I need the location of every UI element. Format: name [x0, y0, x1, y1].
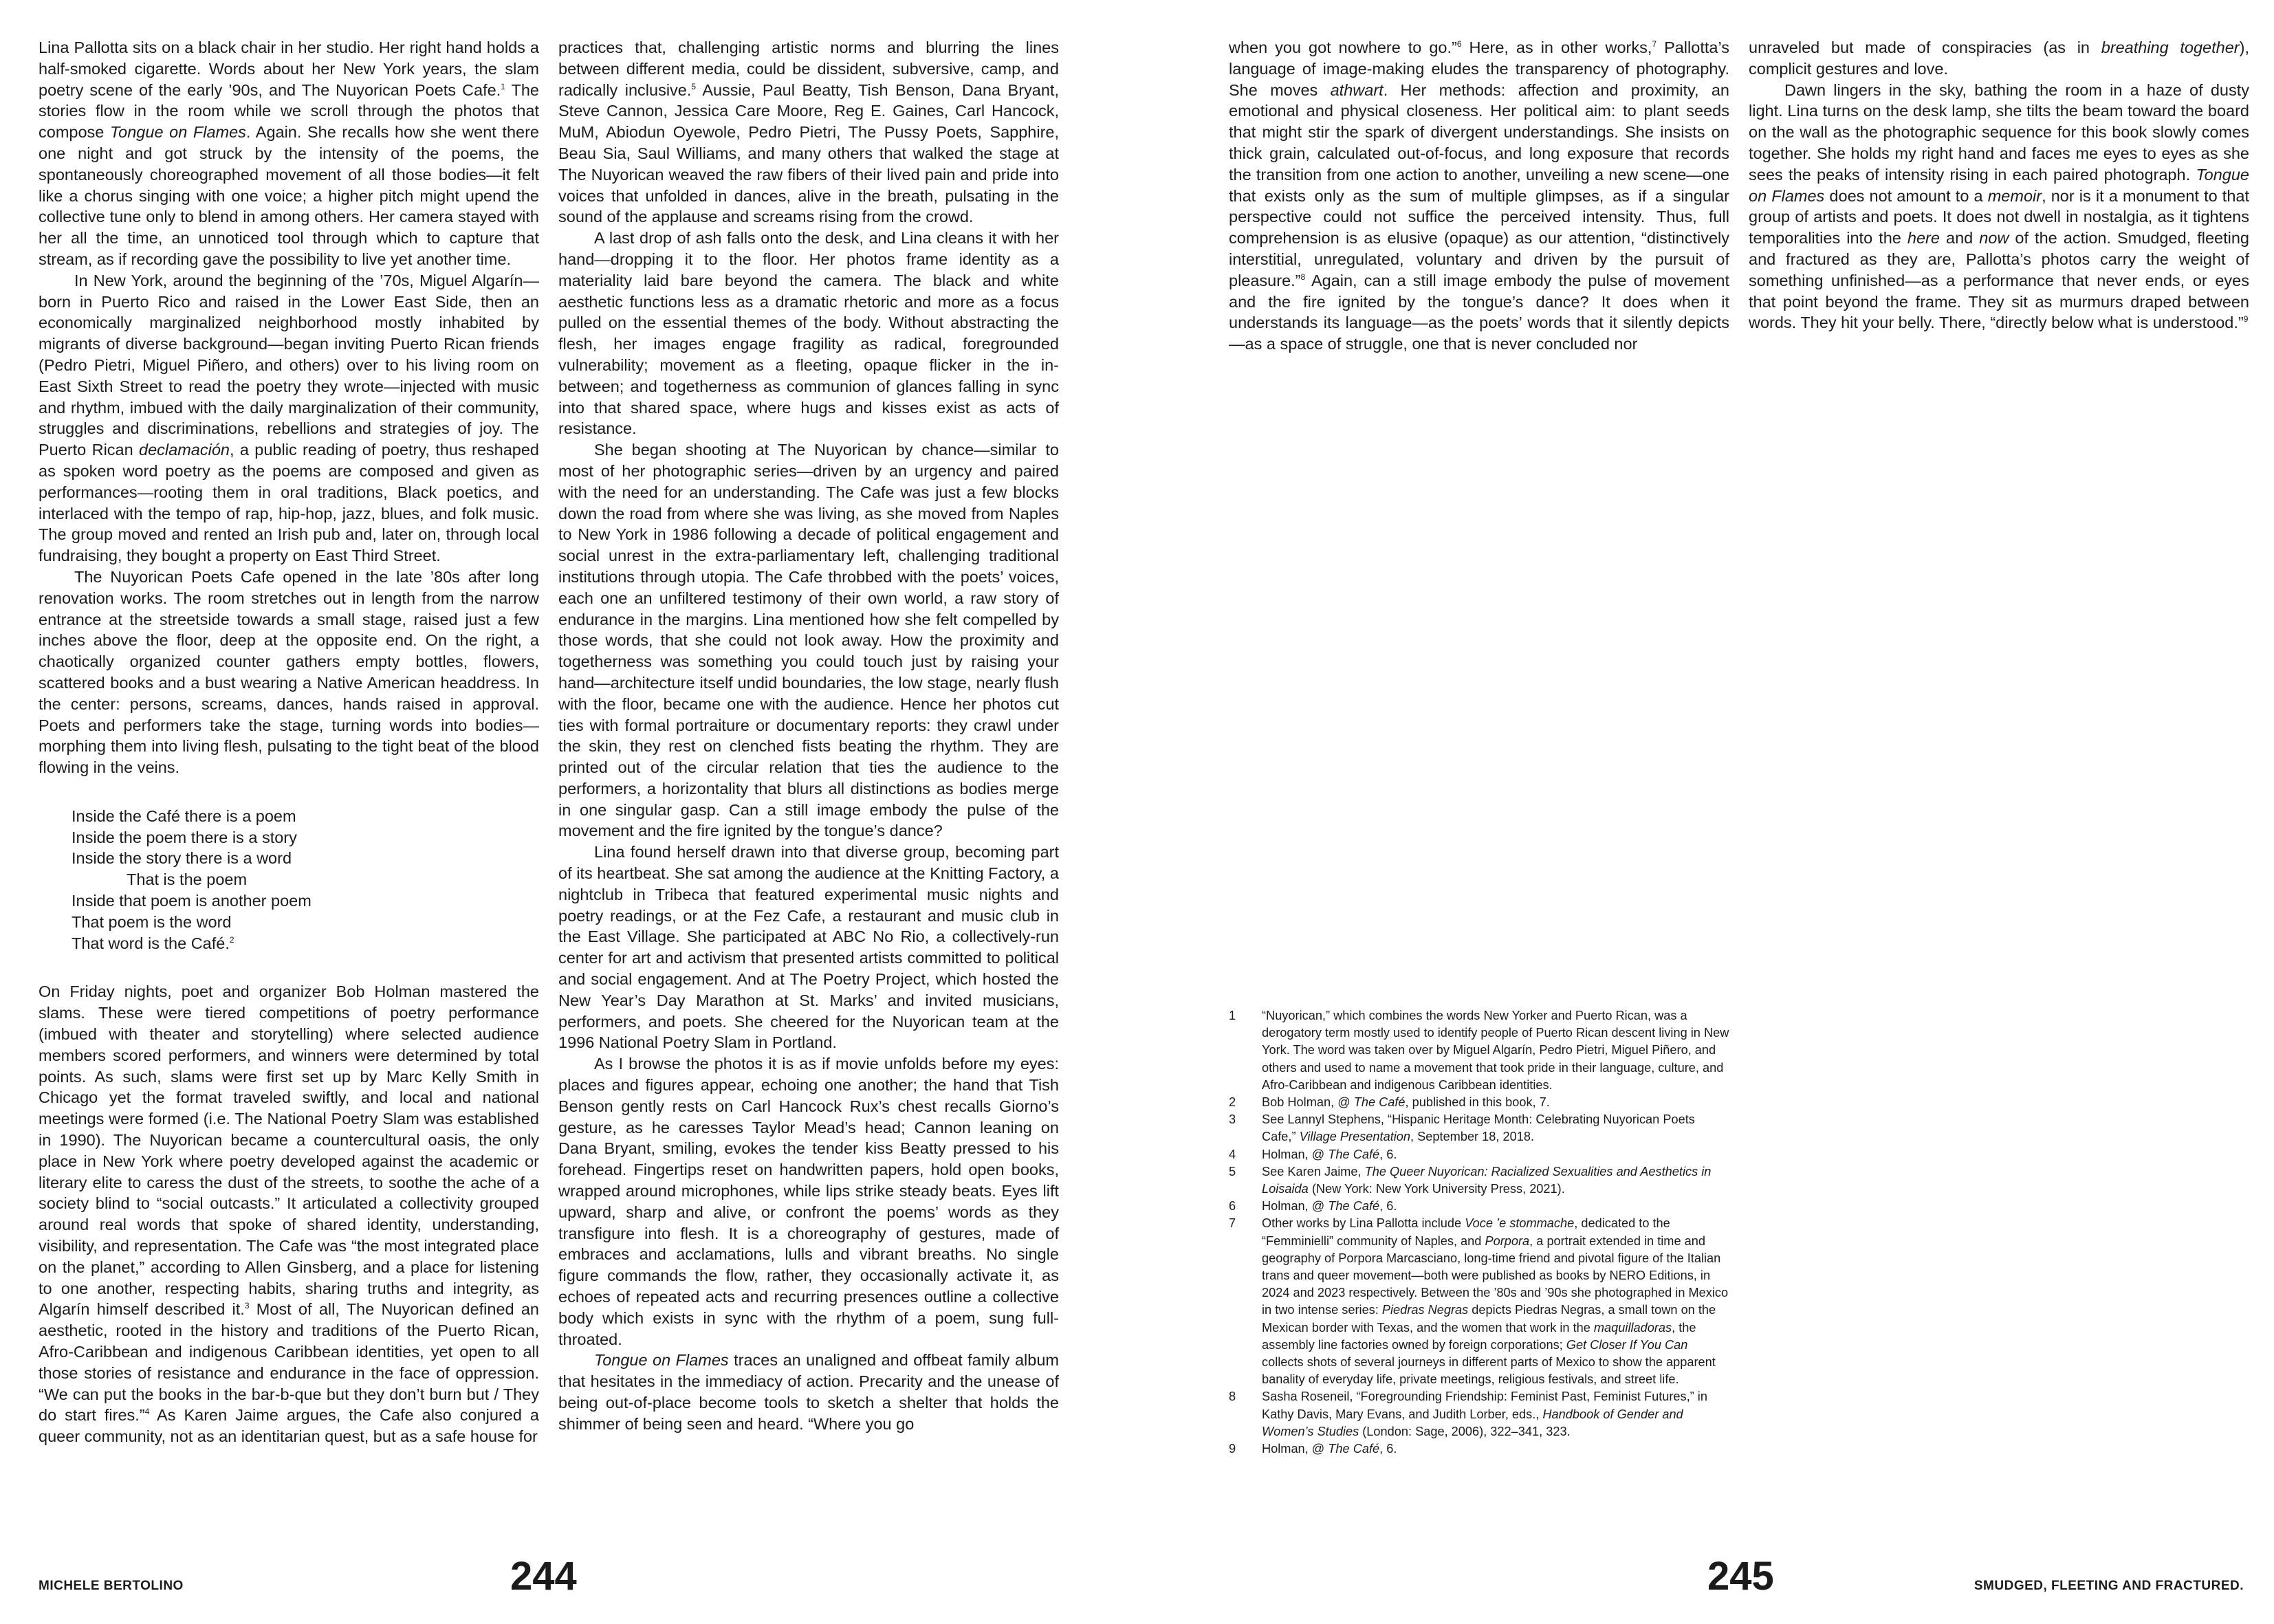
text-run: Lina found herself drawn into that diverse group, becoming part of its heartbeat. She sat among the audience at the Knitting Factory, a nightclub in Tribeca that featured experimental music nights and poetry readings, or at the Fez Cafe, a restaurant and music club in the East Village. She participated at ABC No Rio, a collectively-run center for art and activism that presented artists committed to political and social engagement. And at The Poetry Project, which hosted the New Year’s Day Marathon at St. Marks’ and invited musicians, performers, and poets. She cheered for the Nuyorican team at the 1996 National Poetry Slam in Portland.	[558, 843, 1059, 1052]
text-run: (New York: New York University Press, 2021).	[1308, 1182, 1565, 1196]
left-column-1	[39, 37, 539, 1447]
italic-text: Village Presentation	[1299, 1130, 1411, 1144]
italic-text: Get Closer If You Can	[1566, 1337, 1688, 1352]
paragraph	[39, 37, 539, 270]
poem-block	[72, 806, 539, 954]
col1-paragraphs-before	[39, 37, 539, 778]
text-run: , a public reading of poetry, thus reshaped as spoken word poetry as the poems are composed and given as performances—rooting them in oral traditions, Black poetics, and interlaced with the tempo of rap, hip-hop, jazz, blues, and folk music. The group moved and rented an Irish pub and, later on, through local fundraising, they bought a property on East Third Street.	[39, 441, 539, 565]
italic-text: Tongue on Flames	[109, 123, 246, 142]
italic-text: The Café	[1328, 1442, 1380, 1456]
poem-line: That poem is the word	[72, 912, 232, 931]
footnote-number: 5	[1229, 1164, 1236, 1178]
italic-text: memoir	[1987, 186, 2042, 205]
text-run: As Karen Jaime argues, the Cafe also conjured a queer community, not as an identitarian quest, but as a safe house for	[39, 1406, 539, 1446]
footnote	[1229, 1440, 1729, 1458]
italic-text: Tongue on Flames	[1749, 165, 2249, 205]
text-run: ), complicit gestures and love.	[1749, 39, 2249, 78]
text-run: See Karen Jaime,	[1262, 1164, 1365, 1178]
footnote-ref: 1	[501, 81, 505, 91]
text-run: Bob Holman, @	[1262, 1095, 1354, 1110]
col1-paragraphs-after	[39, 981, 539, 1447]
paragraph	[1229, 37, 1729, 355]
text-run: Sasha Roseneil, “Foregrounding Friendship: Feminist Past, Feminist Futures,” in Kathy Davis, Mary Evans, and Judith Lorber, eds.,	[1262, 1390, 1707, 1421]
text-run: A last drop of ash falls onto the desk, and Lina cleans it with her hand—dropping it to the floor. Her photos frame identity as a materiality laid bare beyond the camera. The black and white aesthetic functions less as a dramatic rhetoric and more as a focus pulled on the essential themes of the body. Without abstracting the flesh, her images engage fragility as radical, foregrounded vulnerability; movement as a fleeting, opaque flicker in the in-between; and togetherness as communion of glances falling in sync into that shared space, where hugs and kisses exist as acts of resistance.	[558, 229, 1059, 438]
italic-text: Tongue on Flames	[594, 1351, 729, 1370]
text-run: The stories flow in the room while we scroll through the photos that compose	[39, 80, 539, 142]
footnote-text	[1262, 1388, 1729, 1440]
text-run: , September 18, 2018.	[1410, 1130, 1535, 1144]
footnote-ref: 7	[1652, 39, 1657, 50]
footnote	[1229, 1388, 1729, 1440]
text-run: collects shots of several journeys in different parts of Mexico to show the apparent banality of everyday life, private meetings, religious festivals, and street life.	[1262, 1355, 1716, 1387]
footnote	[1229, 1215, 1729, 1388]
text-run: unraveled but made of conspiracies (as in	[1749, 39, 2101, 56]
footnote-number: 6	[1229, 1199, 1236, 1214]
text-run: Pallotta’s language of image-making eludes the transparency of photography. She moves	[1229, 39, 1729, 99]
italic-text: The Café	[1353, 1095, 1406, 1110]
text-run: , 6.	[1379, 1147, 1397, 1161]
text-run: does not amount to a	[1824, 186, 1988, 205]
text-run: On Friday nights, poet and organizer Bob Holman mastered the slams. These were tiered competitions of poetry performance (imbued with theater and storytelling) where selected audience members scored performers, and winners were determined by total points. As such, slams were first set up by Marc Kelly Smith in Chicago yet the format traveled swiftly, and local and national meetings were formed (i.e. The National Poetry Slam was established in 1990). The Nuyorican became a countercultural oasis, the only place in New York where poetry developed against the academic or literary elite to caress the dust of the streets, to soothe the ache of a society blind to “social outcasts.” It articulated a collectivity grouped around real words that spoke of shared identity, understanding, visibility, and representation. The Cafe was “the most integrated place on the planet,” according to Allen Ginsberg, and a place for listening to one another, respecting habits, sharing truths and integrity, as Algarín himself described it.	[39, 983, 539, 1319]
footnote-ref: 4	[144, 1407, 150, 1417]
footnote	[1229, 1163, 1729, 1198]
text-run: traces an unaligned and offbeat family album that hesitates in the immediacy of action. Precarity and the unease of being out-of-place become tools to sketch a shelter that holds the shimmer of being seen and heard. “Where you go	[558, 1351, 1059, 1433]
footnotes	[1229, 1007, 1729, 1458]
footnote	[1229, 1094, 1729, 1111]
footnote	[1229, 1198, 1729, 1215]
footnote-number: 8	[1229, 1390, 1236, 1404]
italic-text: maquilladoras	[1593, 1320, 1672, 1335]
text-run: The Nuyorican Poets Cafe opened in the late ’80s after long renovation works. The room stretches out in length from the narrow entrance at the streetside towards a small stage, raised just a few inches above the floor, deep at the opposite end. On the right, a chaotically organized counter gathers empty bottles, flowers, scattered books and a bust wearing a Native American headdress. In the center: persons, screams, dances, hands raised in approval. Poets and performers take the stage, turning words into bodies—morphing them into living flesh, pulsating to the tight beat of the blood flowing in the veins.	[39, 567, 539, 777]
poem-line: That word is the Café.$^2$	[72, 934, 234, 952]
footnote-text	[1262, 1111, 1729, 1145]
text-run: , the assembly line factories owned by foreign corporations;	[1262, 1320, 1696, 1352]
italic-text: now	[1979, 229, 2009, 248]
paragraph	[1749, 80, 2249, 334]
italic-text: The Queer Nuyorican: Racialized Sexualities and Aesthetics in Loisaida	[1262, 1164, 1712, 1196]
text-run: In New York, around the beginning of the ’70s, Miguel Algarín—born in Puerto Rico and raised in the Lower East Side, then an economically marginalized neighborhood mostly inhabited by migrants of diverse background—began inviting Puerto Rican friends (Pedro Pietri, Miguel Piñero, and others) over to his living room on East Sixth Street to read the poetry they wrote—injected with music and rhythm, imbued with the daily marginalization of their community, struggles and discriminations, rebellions and strategies of joy. The Puerto Rican	[39, 271, 539, 459]
text-run: Other works by Lina Pallotta include	[1262, 1216, 1465, 1231]
footnote	[1229, 1146, 1729, 1163]
text-run: and	[1939, 229, 1980, 248]
text-run: depicts Piedras Negras, a small town on the Mexican border with Texas, and the women that work in the	[1262, 1303, 1716, 1335]
text-run: “Nuyorican,” which combines the words New Yorker and Puerto Rican, was a derogatory term mostly used to identify people of Puerto Rican descent living in New York. The word was taken over by Miguel Algarín, Pedro Pietri, Miguel Piñero, and others and used to name a movement that took pride in their language, culture, and Afro-Caribbean and indigenous Caribbean identities.	[1262, 1009, 1729, 1092]
paragraph	[558, 1350, 1059, 1434]
footnote-number: 7	[1229, 1216, 1236, 1231]
text-run: , nor is it a monument to that group of artists and poets. It does not dwell in nostalgia, as it tightens temporalities into the	[1749, 186, 2250, 248]
footnote-number: 4	[1229, 1147, 1236, 1161]
italic-text: Voce ’e stommache	[1465, 1216, 1575, 1231]
running-footer-title: SMUDGED, FLEETING AND FRACTURED.	[1974, 1579, 2244, 1593]
page-number-left: 244	[510, 1554, 577, 1599]
footnote	[1229, 1007, 1729, 1094]
text-run: Holman, @	[1262, 1147, 1329, 1161]
footnote-ref: 5	[691, 81, 697, 91]
text-run: , dedicated to the “Femminielli” community of Naples, and	[1262, 1216, 1670, 1248]
text-run: Holman, @	[1262, 1442, 1329, 1456]
paragraph	[558, 37, 1059, 228]
text-run: . Again. She recalls how she went there one night and got struck by the intensity of the poems, the spontaneously choreographed movement of all those bodies—it felt like a chorus singing with one voice; a higher pitch might upend the collective tune only to blend in among others. Her camera stayed with her all the time, an unnoticed tool through which to capture that stream, as if recording gave the possibility to live yet another time.	[39, 123, 539, 268]
col2-paragraphs	[558, 37, 1059, 1435]
text-run: Again, can a still image embody the pulse of movement and the fire ignited by the tongue’s dance? It does when it understands its language—as the poets’ words that it silently depicts—as a space of struggle, one that is never concluded nor	[1229, 271, 1729, 353]
text-run: See Lannyl Stephens, “Hispanic Heritage Month: Celebrating Nuyorican Poets Cafe,”	[1262, 1112, 1695, 1144]
text-run: , published in this book, 7.	[1405, 1095, 1550, 1110]
text-run: Here, as in other works,	[1461, 39, 1652, 56]
footnote-number: 3	[1229, 1112, 1236, 1127]
paragraph	[558, 842, 1059, 1053]
text-run: , 6.	[1379, 1442, 1397, 1456]
paragraph	[39, 270, 539, 567]
footnote-text	[1262, 1146, 1729, 1163]
text-run: , a portrait extended in time and geography of Porpora Marcasciano, long-time friend and pivotal figure of the Italian trans and queer movement—both were published as books by NERO Editions, in 2024 and 2023 respectively. Between the ’80s and ’90s she photographed in Mexico in two intense series:	[1262, 1233, 1729, 1317]
right-column-1	[1229, 37, 1729, 355]
italic-text: athwart	[1330, 80, 1384, 99]
poem-line: Inside that poem is another poem	[72, 892, 311, 910]
footnote-number: 9	[1229, 1442, 1236, 1456]
page-number-right: 245	[1707, 1554, 1774, 1599]
footnote-text	[1262, 1440, 1729, 1458]
text-run: when you got nowhere to go.”	[1229, 39, 1457, 56]
text-run: Lina Pallotta sits on a black chair in her studio. Her right hand holds a half-smoked cigarette. Words about her New York years, the slam poetry scene of the early ’90s, and The Nuyorican Poets Cafe.	[39, 39, 539, 99]
footnote-text	[1262, 1215, 1729, 1388]
col3-paragraphs	[1229, 37, 1729, 355]
running-footer-author: MICHELE BERTOLINO	[39, 1579, 184, 1593]
paragraph	[558, 439, 1059, 842]
footnote-ref: 6	[1456, 39, 1462, 50]
text-run: As I browse the photos it is as if movie unfolds before my eyes: places and figures appear, echoing one another; the hand that Tish Benson gently rests on Carl Hancock Rux’s chest recalls Giorno’s gesture, as he caresses Taylor Mead’s head; Cannon leaning on Dana Bryant, smiling, evokes the tender kiss Beatty pressed to his forehead. Fingertips reset on handwritten papers, hold open books, wrapped around microphones, while lips strike steady beats. Eyes lift upward, sharp and alive, or confront the poems’ words as they transfigure into flesh. It is a choreography of gestures, made of embraces and acclamations, lulls and vibrant breaths. No single figure commands the flow, rather, they occasionally activate it, as echoes of repeated acts and recurring presences outline a collective body which exists in sync with the rhythm of a poem, sung full-throated.	[558, 1055, 1059, 1348]
poem-line: Inside the story there is a word	[72, 849, 292, 868]
italic-text: declamación	[139, 441, 230, 459]
italic-text: Porpora	[1485, 1233, 1530, 1248]
text-run: Aussie, Paul Beatty, Tish Benson, Dana Bryant, Steve Cannon, Jessica Care Moore, Reg E. Gaines, Carl Hancock, MuM, Abiodun Oyewole, Pedro Pietri, The Pussy Poets, Sapphire, Beau Sia, Saul Williams, and many others that walked the stage at The Nuyorican weaved the raw fibers of their lived pain and pride into voices that unfolded in dances, alive in the breath, pulsating in the sound of the applause and screams rising from the crowd.	[558, 80, 1059, 226]
poem-line: Inside the Café there is a poem	[72, 806, 296, 825]
italic-text: breathing together	[2101, 39, 2240, 56]
left-column-2	[558, 37, 1059, 1435]
footnote-number: 1	[1229, 1009, 1236, 1022]
footnote	[1229, 1111, 1729, 1145]
footnote-text	[1262, 1163, 1729, 1198]
footnote-ref: 3	[244, 1301, 250, 1311]
text-run: Most of all, The Nuyorican defined an aesthetic, rooted in the history and traditions of the Puerto Rican, Afro-Caribbean and indigenous Caribbean identities, yet open to all those stories of resistance and endurance in the face of oppression. “We can put the books in the bar-b-que but they don’t burn but / They do start fires.”	[39, 1300, 539, 1425]
paragraph	[39, 567, 539, 778]
text-run: , 6.	[1379, 1199, 1397, 1214]
poem-line: That is the poem	[127, 870, 248, 889]
italic-text: here	[1907, 229, 1940, 248]
footnote-ref: 9	[2243, 314, 2249, 325]
italic-text: Handbook of Gender and Women’s Studies	[1262, 1407, 1683, 1438]
italic-text: The Café	[1328, 1199, 1380, 1214]
italic-text: Piedras Negras	[1381, 1303, 1469, 1317]
footnote-text	[1262, 1198, 1729, 1215]
paragraph	[1749, 37, 2249, 80]
right-column-2	[1749, 37, 2249, 333]
col4-paragraphs	[1749, 37, 2249, 333]
text-run: (London: Sage, 2006), 322–341, 323.	[1359, 1424, 1571, 1438]
text-run: Dawn lingers in the sky, bathing the room in a haze of dusty light. Lina turns on the desk lamp, she tilts the beam toward the board on the wall as the photographic sequence for this book slowly comes together. She holds my right hand and faces me eyes to eyes as she sees the peaks of intensity rising in each paired photograph.	[1749, 80, 2249, 184]
paragraph	[558, 228, 1059, 439]
footnote-ref: 2	[229, 934, 234, 945]
text-run: of the action. Smudged, fleeting and fractured as they are, Pallotta’s photos carry the weight of something unfinished—as a performance that never ends, or eyes that point beyond the frame. They sit as murmurs draped between words. They hit your belly. There, “directly below what is understood.”	[1749, 229, 2249, 332]
paragraph	[558, 1053, 1059, 1350]
footnote-text	[1262, 1094, 1729, 1111]
text-run: . Her methods: affection and proximity, an emotional and physical closeness. Her political aim: to plant seeds that might stir the spark of divergent understandings. She insists on thick grain, calculated out-of-focus, and long exposure that records the transition from one action to another, unveiling a new scene—one that exists only as the sum of multiple glimpses, as if a singular perspective could not suffice the perceived intensity. Thus, full comprehension is as elusive (opaque) as our attention, “distinctively interstitial, unregulated, voluntary and driven by the pursuit of pleasure.”	[1229, 80, 1729, 289]
footnote-ref: 8	[1300, 272, 1306, 282]
footnote-number: 2	[1229, 1095, 1236, 1110]
paragraph	[39, 981, 539, 1447]
text-run: Holman, @	[1262, 1199, 1329, 1214]
text-run: practices that, challenging artistic norms and blurring the lines between different media, could be dissident, subversive, camp, and radically inclusive.	[558, 39, 1059, 99]
footnote-text	[1262, 1007, 1729, 1094]
text-run: She began shooting at The Nuyorican by chance—similar to most of her photographic series—driven by an urgency and paired with the need for an understanding. The Cafe was just a few blocks down the road from where she was living, as she moved from Naples to New York in 1986 following a decade of political engagement and social unrest in the extra-parliamentary left, challenging traditional institutions through utopia. The Cafe throbbed with the poets’ voices, each one an unfiltered testimony of their own world, a raw story of endurance in the margins. Lina mentioned how she felt compelled by those words, that she could not look away. How the proximity and togetherness was something you could touch just by raising your hand—architecture itself undid boundaries, the low stage, nearly flush with the floor, became one with the audience. Hence her photos cut ties with formal portraiture or documentary reports: they crawl under the skin, they rest on clenched fists beating the rhythm. They are printed out of the circular relation that ties the audience to the performers, a horizontality that blurs all distinctions as bodies merge in one singular gasp. Can a still image embody the pulse of the movement and the fire ignited by the tongue’s dance?	[558, 441, 1059, 840]
poem-line: Inside the poem there is a story	[72, 828, 297, 846]
italic-text: The Café	[1328, 1147, 1380, 1161]
